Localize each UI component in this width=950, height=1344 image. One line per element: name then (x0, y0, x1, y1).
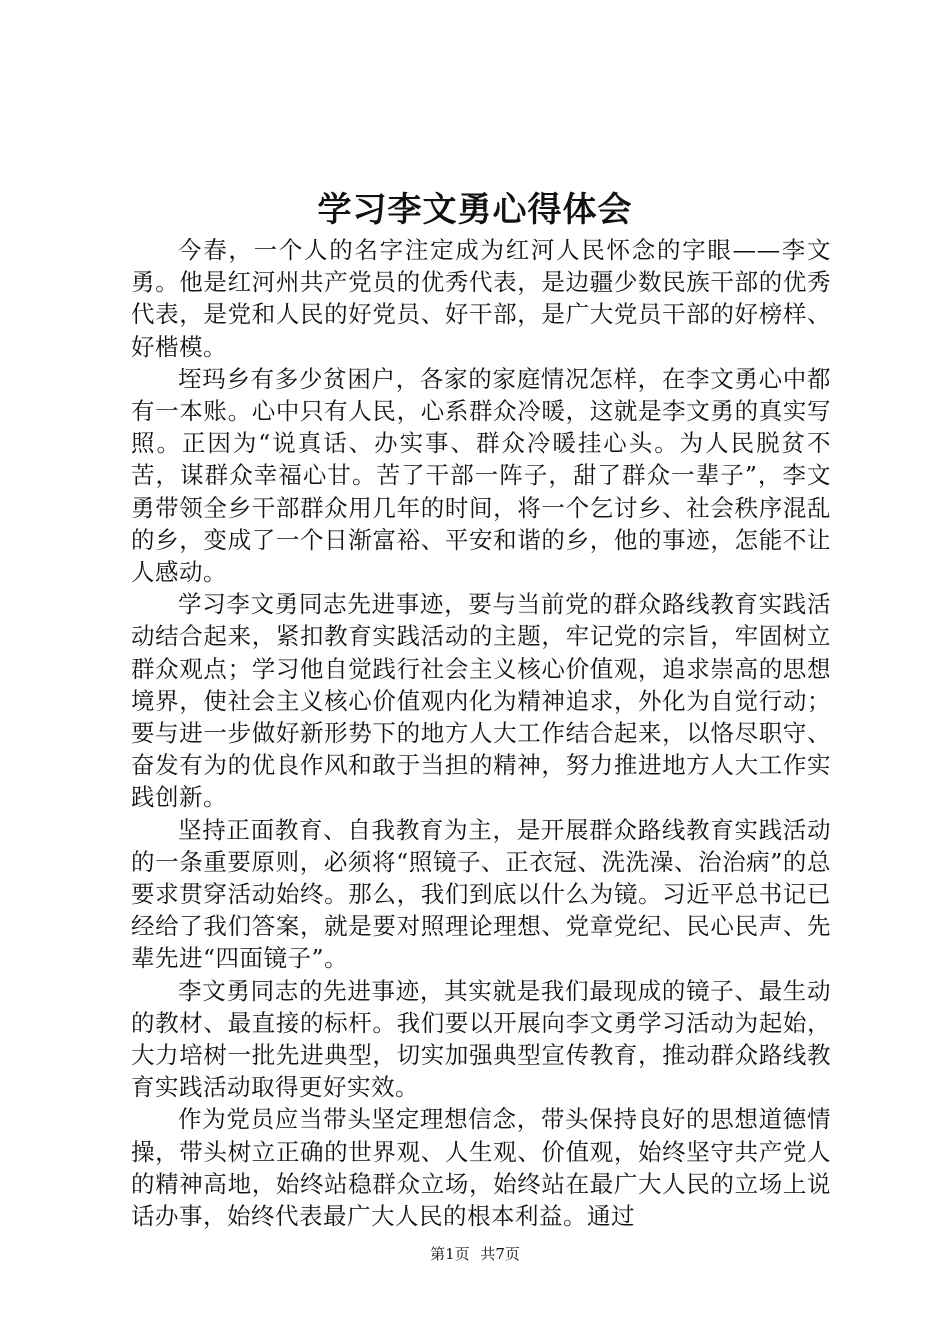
paragraph-2: 垤玛乡有多少贫困户，各家的家庭情况怎样，在李文勇心中都有一本账。心中只有人民，心系群众冷暖，这就是李文勇的真实写照。正因为“说真话、办实事、群众冷暖挂心头。为人民脱贫不苦，谋群众幸福心甘。苦了干部一阵子，甜了群众一辈子”，李文勇带领全乡干部群众用几年的时间，将一个乞讨乡、社会秩序混乱的乡，变成了一个日渐富裕、平安和谐的乡，他的事迹，怎能不让人感动。 (131, 364, 831, 587)
page-footer (0, 1244, 950, 1264)
page-total: 共7页 (480, 1245, 520, 1263)
paragraph-1: 今春，一个人的名字注定成为红河人民怀念的字眼——李文勇。他是红河州共产党员的优秀代表，是边疆少数民族干部的优秀代表，是党和人民的好党员、好干部，是广大党员干部的好榜样、好楷模。 (131, 236, 831, 361)
paragraph-4: 坚持正面教育、自我教育为主，是开展群众路线教育实践活动的一条重要原则，必须将“照镜子、正衣冠、洗洗澡、治治病”的总要求贯穿活动始终。那么，我们到底以什么为镜。习近平总书记已经给了我们答案，就是要对照理论理想、党章党纪、民心民声、先辈先进“四面镜子”。 (131, 815, 831, 973)
document-body (131, 234, 831, 1232)
document-title: 学习李文勇心得体会 (317, 190, 633, 230)
page-number: 第1页 (430, 1245, 470, 1263)
paragraph-6: 作为党员应当带头坚定理想信念，带头保持良好的思想道德情操，带头树立正确的世界观、人生观、价值观，始终坚守共产党人的精神高地，始终站稳群众立场，始终站在最广大人民的立场上说话办事，始终代表最广大人民的根本利益。通过 (131, 1105, 831, 1231)
paragraph-5: 李文勇同志的先进事迹，其实就是我们最现成的镜子、最生动的教材、最直接的标杆。我们要以开展向李文勇学习活动为起始，大力培树一批先进典型，切实加强典型宣传教育，推动群众路线教育实践活动取得更好实效。 (131, 976, 831, 1102)
paragraph-3: 学习李文勇同志先进事迹，要与当前党的群众路线教育实践活动结合起来，紧扣教育实践活动的主题，牢记党的宗旨，牢固树立群众观点；学习他自觉践行社会主义核心价值观，追求崇高的思想境界，使社会主义核心价值观内化为精神追求，外化为自觉行动；要与进一步做好新形势下的地方人大工作结合起来，以恪尽职守、奋发有为的优良作风和敢于当担的精神，努力推进地方人大工作实践创新。 (131, 590, 831, 812)
